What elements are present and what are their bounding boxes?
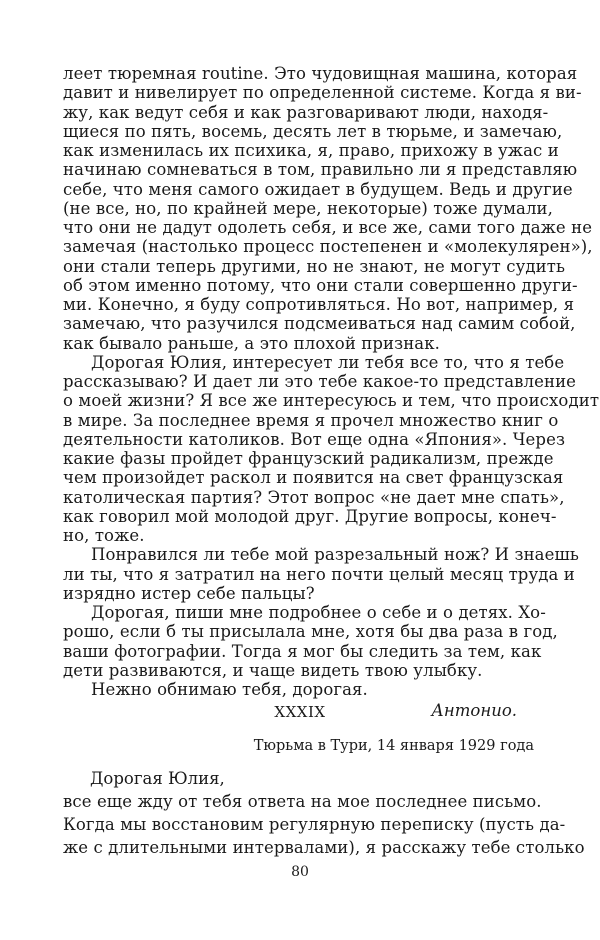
text-line: Дорогая, пиши мне подробнее о себе и о детях. Хо- [91, 603, 546, 622]
text-line: ли ты, что я затратил на него почти целый месяц труда и [63, 564, 575, 584]
text-line: давит и нивелирует по определенной системе. Когда я ви- [63, 83, 582, 103]
text-line: Дорогая Юлия, интересует ли тебя все то, что я тебе [91, 352, 565, 372]
text-line: же с длительными интервалами), я расскажу тебе столько [63, 838, 585, 857]
text-line: католическая партия? Этот вопрос «не дает мне спать», [63, 487, 565, 507]
text-line: рассказываю? И дает ли это тебе какое-то представление [63, 372, 577, 391]
text-line: замечая (настолько процесс постепенен и «молекулярен»), [63, 237, 593, 257]
text-line: в мире. За последнее время я прочел множество книг о [63, 410, 559, 430]
letter-salutation: Дорогая Юлия, [90, 769, 225, 788]
text-line: ваши фотографии. Тогда я мог бы следить за тем, как [63, 641, 542, 661]
text-line: леет тюремная routine. Это чудовищная машина, которая [63, 64, 578, 83]
text-line: какие фазы пройдет французский радикализм, прежде [63, 449, 554, 468]
text-line: о моей жизни? Я все же интересуюсь и тем, что происходит [63, 391, 600, 411]
text-line: Понравился ли тебе мой разрезальный нож? И знаешь [91, 545, 580, 565]
text-line: щиеся по пять, восемь, десять лет в тюрьме, и замечаю, [63, 121, 563, 141]
text-line: как говорил мой молодой друг. Другие вопросы, конеч- [63, 506, 557, 526]
text-line: себе, что меня самого ожидает в будущем. Ведь и другие [63, 179, 573, 199]
text-line: Нежно обнимаю тебя, дорогая. [91, 680, 368, 699]
text-line: жу, как ведут себя и как разговаривают люди, находя- [63, 102, 549, 122]
text-line: Когда мы восстановим регулярную переписку (пусть да- [63, 815, 566, 834]
text-line: деятельности католиков. Вот еще одна «Япония». Через [63, 429, 566, 449]
text-line: рошо, если б ты присылала мне, хотя бы два раза в год, [63, 622, 558, 642]
text-line: что они не дадут одолеть себя, и все же, сами того даже не [63, 218, 593, 237]
letter-number: XXXIX [274, 703, 326, 721]
text-line: но, тоже. [63, 526, 145, 545]
text-line: они стали теперь другими, но не знают, не могут судить [63, 256, 566, 276]
text-line: дети развиваются, и чаще видеть твою улыбку. [63, 660, 483, 680]
text-line: начинаю сомневаться в том, правильно ли я представляю [63, 160, 578, 180]
text-line: изрядно истер себе пальцы? [63, 583, 315, 603]
text-line: чем произойдет раскол и появится на свет французская [63, 468, 564, 488]
letter-dateline: Тюрьма в Тури, 14 января 1929 года [253, 738, 534, 754]
text-line: замечаю, что разучился подсмеиваться над самим собой, [63, 314, 576, 334]
signature: Антонио. [431, 701, 517, 721]
text-line: (не все, но, по крайней мере, некоторые) тоже думали, [63, 198, 553, 218]
text-line: ми. Конечно, я буду сопротивляться. Но вот, например, я [63, 295, 575, 314]
text-line: об этом именно потому, что они стали совершенно други- [63, 275, 578, 295]
text-line: все еще жду от тебя ответа на мое последнее письмо. [63, 792, 542, 811]
page-number: 80 [291, 864, 309, 880]
text-line: как бывало раньше, а это плохой признак. [63, 333, 441, 353]
text-line: как изменилась их психика, я, право, прихожу в ужас и [63, 141, 559, 160]
